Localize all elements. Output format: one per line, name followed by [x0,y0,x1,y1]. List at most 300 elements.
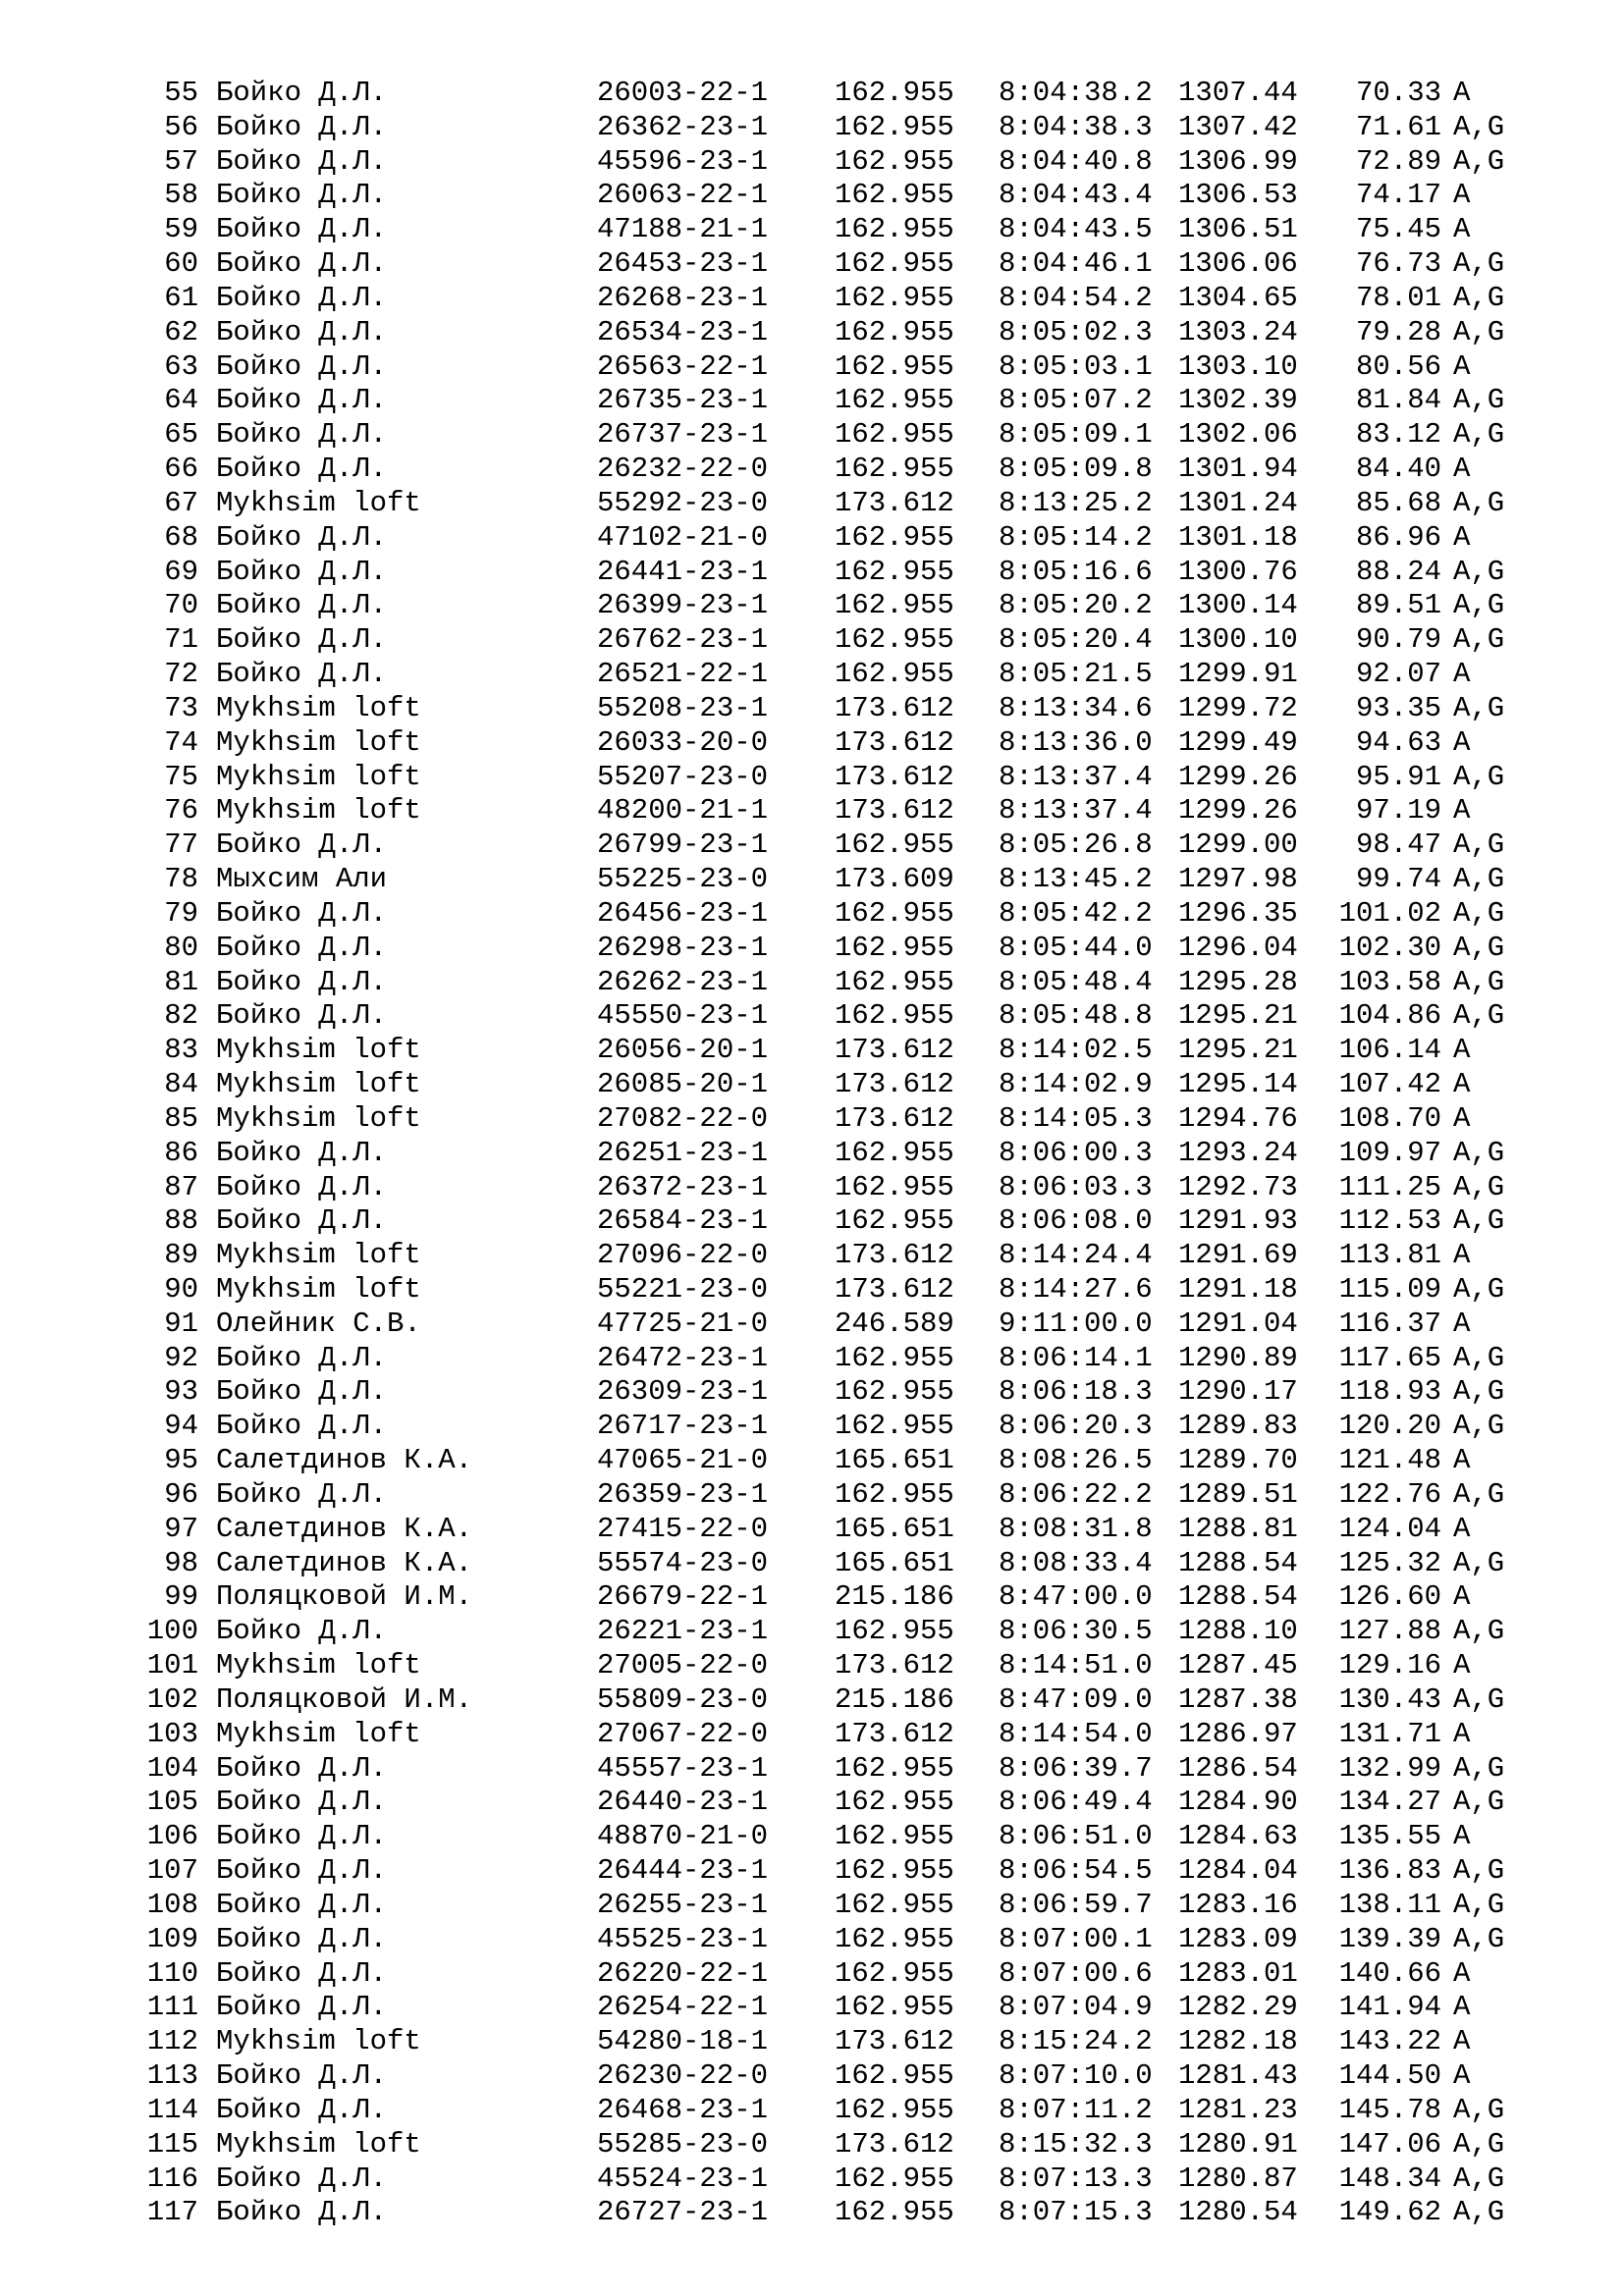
group: A [1453,1444,1471,1477]
fancier-name: Салетдинов К.А. [216,1512,473,1545]
fancier-name: Бойко Д.Л. [216,2196,388,2229]
ring-number: 45525-23-1 [597,1922,769,1955]
table-row [0,1068,1624,1102]
ring-number: 47188-21-1 [597,213,769,246]
position: 61 [164,281,198,314]
coefficient: 102.30 [1338,931,1441,964]
position: 109 [146,1922,198,1955]
speed: 1299.72 [1178,691,1298,724]
ring-number: 27067-22-0 [597,1717,769,1750]
ring-number: 48870-21-0 [597,1820,769,1853]
table-row [0,2094,1624,2128]
arrival-time: 8:06:30.5 [999,1615,1153,1648]
distance: 162.955 [835,384,954,417]
coefficient: 83.12 [1355,418,1441,452]
group: A,G [1453,1170,1505,1203]
distance: 162.955 [835,1922,954,1955]
distance: 173.612 [835,1239,954,1272]
ring-number: 47065-21-0 [597,1444,769,1477]
coefficient: 72.89 [1355,144,1441,178]
table-row [0,1273,1624,1308]
ring-number: 26456-23-1 [597,896,769,930]
coefficient: 121.48 [1338,1444,1441,1477]
coefficient: 76.73 [1355,247,1441,281]
distance: 162.955 [835,281,954,314]
position: 77 [164,828,198,862]
position: 55 [164,77,198,109]
table-row [0,1444,1624,1478]
table-row [0,1375,1624,1410]
position: 110 [146,1956,198,1990]
table-row [0,1752,1624,1787]
coefficient: 136.83 [1338,1854,1441,1888]
group: A,G [1453,1477,1505,1511]
group: A,G [1453,589,1505,622]
speed: 1299.00 [1178,828,1298,862]
speed: 1299.91 [1178,658,1298,691]
distance: 162.955 [835,179,954,212]
coefficient: 93.35 [1355,691,1441,724]
table-row [0,863,1624,897]
fancier-name: Поляцковой И.М. [216,1580,473,1614]
speed: 1291.18 [1178,1272,1298,1306]
table-row [0,418,1624,453]
coefficient: 85.68 [1355,486,1441,519]
position: 69 [164,555,198,588]
group: A [1453,2025,1471,2058]
fancier-name: Бойко Д.Л. [216,1204,388,1238]
arrival-time: 8:08:26.5 [999,1444,1153,1477]
speed: 1297.98 [1178,863,1298,896]
coefficient: 130.43 [1338,1682,1441,1716]
distance: 215.186 [835,1682,954,1716]
speed: 1288.54 [1178,1580,1298,1614]
position: 115 [146,2127,198,2161]
distance: 162.955 [835,2059,954,2093]
speed: 1302.39 [1178,384,1298,417]
table-row [0,2128,1624,2163]
speed: 1288.81 [1178,1512,1298,1545]
group: A [1453,453,1471,486]
fancier-name: Бойко Д.Л. [216,828,388,862]
table-row [0,1615,1624,1649]
group: A,G [1453,1341,1505,1374]
speed: 1283.16 [1178,1888,1298,1921]
coefficient: 134.27 [1338,1786,1441,1819]
speed: 1281.23 [1178,2093,1298,2126]
position: 59 [164,213,198,246]
distance: 162.955 [835,1751,954,1785]
group: A [1453,658,1471,691]
table-row [0,1137,1624,1171]
distance: 215.186 [835,1580,954,1614]
ring-number: 55292-23-0 [597,486,769,519]
table-row [0,2196,1624,2230]
group: A [1453,349,1471,383]
table-row [0,1786,1624,1820]
group: A,G [1453,1922,1505,1955]
group: A,G [1453,1204,1505,1238]
distance: 162.955 [835,349,954,383]
table-row [0,1239,1624,1273]
ring-number: 26441-23-1 [597,555,769,588]
table-row [0,2025,1624,2059]
speed: 1306.99 [1178,144,1298,178]
group: A [1453,520,1471,554]
coefficient: 106.14 [1338,1034,1441,1067]
table-row [0,2059,1624,2094]
ring-number: 26717-23-1 [597,1410,769,1443]
table-row [0,384,1624,418]
position: 103 [146,1717,198,1750]
speed: 1299.26 [1178,760,1298,793]
distance: 165.651 [835,1546,954,1579]
distance: 173.612 [835,1101,954,1135]
coefficient: 127.88 [1338,1615,1441,1648]
distance: 246.589 [835,1307,954,1340]
coefficient: 115.09 [1338,1272,1441,1306]
table-row [0,2163,1624,2197]
fancier-name: Бойко Д.Л. [216,1615,388,1648]
distance: 173.612 [835,1272,954,1306]
position: 91 [164,1307,198,1340]
fancier-name: Бойко Д.Л. [216,1410,388,1443]
fancier-name: Бойко Д.Л. [216,931,388,964]
speed: 1300.10 [1178,623,1298,657]
ring-number: 26444-23-1 [597,1854,769,1888]
speed: 1292.73 [1178,1170,1298,1203]
table-row [0,658,1624,692]
ring-number: 27082-22-0 [597,1101,769,1135]
arrival-time: 8:06:49.4 [999,1786,1153,1819]
speed: 1287.45 [1178,1649,1298,1682]
group: A,G [1453,1854,1505,1888]
coefficient: 138.11 [1338,1888,1441,1921]
table-row [0,213,1624,247]
speed: 1307.42 [1178,110,1298,143]
distance: 165.651 [835,1444,954,1477]
fancier-name: Бойко Д.Л. [216,1922,388,1955]
coefficient: 139.39 [1338,1922,1441,1955]
group: A [1453,2059,1471,2093]
ring-number: 26359-23-1 [597,1477,769,1511]
position: 113 [146,2059,198,2093]
arrival-time: 8:07:11.2 [999,2093,1153,2126]
group: A,G [1453,315,1505,348]
arrival-time: 8:13:45.2 [999,863,1153,896]
position: 114 [146,2093,198,2126]
fancier-name: Бойко Д.Л. [216,1477,388,1511]
coefficient: 97.19 [1355,794,1441,828]
speed: 1280.91 [1178,2127,1298,2161]
arrival-time: 8:07:00.6 [999,1956,1153,1990]
arrival-time: 8:06:03.3 [999,1170,1153,1203]
coefficient: 74.17 [1355,179,1441,212]
fancier-name: Mykhsim loft [216,725,421,759]
table-row [0,1204,1624,1239]
position: 72 [164,658,198,691]
ring-number: 26762-23-1 [597,623,769,657]
speed: 1306.53 [1178,179,1298,212]
table-row [0,282,1624,316]
fancier-name: Бойко Д.Л. [216,1956,388,1990]
speed: 1296.04 [1178,931,1298,964]
ring-number: 26221-23-1 [597,1615,769,1648]
position: 98 [164,1546,198,1579]
distance: 162.955 [835,2196,954,2229]
table-row [0,247,1624,282]
distance: 162.955 [835,213,954,246]
fancier-name: Бойко Д.Л. [216,896,388,930]
coefficient: 135.55 [1338,1820,1441,1853]
arrival-time: 8:05:44.0 [999,931,1153,964]
coefficient: 108.70 [1338,1101,1441,1135]
speed: 1290.17 [1178,1375,1298,1409]
fancier-name: Бойко Д.Л. [216,1751,388,1785]
distance: 162.955 [835,828,954,862]
speed: 1284.63 [1178,1820,1298,1853]
coefficient: 104.86 [1338,999,1441,1033]
position: 85 [164,1101,198,1135]
group: A,G [1453,1410,1505,1443]
group: A,G [1453,1888,1505,1921]
arrival-time: 8:05:20.2 [999,589,1153,622]
coefficient: 109.97 [1338,1136,1441,1169]
fancier-name: Бойко Д.Л. [216,2093,388,2126]
coefficient: 78.01 [1355,281,1441,314]
distance: 162.955 [835,1888,954,1921]
group: A,G [1453,418,1505,452]
ring-number: 26309-23-1 [597,1375,769,1409]
group: A [1453,1512,1471,1545]
ring-number: 26584-23-1 [597,1204,769,1238]
speed: 1301.24 [1178,486,1298,519]
table-row [0,589,1624,623]
fancier-name: Mykhsim loft [216,486,421,519]
ring-number: 26362-23-1 [597,110,769,143]
coefficient: 98.47 [1355,828,1441,862]
group: A [1453,1956,1471,1990]
fancier-name: Бойко Д.Л. [216,384,388,417]
group: A,G [1453,281,1505,314]
group: A,G [1453,555,1505,588]
table-row [0,316,1624,350]
distance: 162.955 [835,965,954,998]
position: 89 [164,1239,198,1272]
ring-number: 26534-23-1 [597,315,769,348]
coefficient: 148.34 [1338,2162,1441,2195]
group: A,G [1453,1682,1505,1716]
table-row [0,761,1624,795]
arrival-time: 8:05:03.1 [999,349,1153,383]
position: 79 [164,896,198,930]
fancier-name: Бойко Д.Л. [216,144,388,178]
group: A,G [1453,863,1505,896]
table-row [0,1649,1624,1683]
group: A,G [1453,760,1505,793]
ring-number: 54280-18-1 [597,2025,769,2058]
position: 88 [164,1204,198,1238]
arrival-time: 8:14:27.6 [999,1272,1153,1306]
table-row [0,1923,1624,1957]
fancier-name: Бойко Д.Л. [216,349,388,383]
table-row [0,1683,1624,1718]
coefficient: 140.66 [1338,1956,1441,1990]
coefficient: 117.65 [1338,1341,1441,1374]
arrival-time: 9:11:00.0 [999,1307,1153,1340]
coefficient: 75.45 [1355,213,1441,246]
group: A,G [1453,623,1505,657]
distance: 173.612 [835,1068,954,1101]
speed: 1293.24 [1178,1136,1298,1169]
speed: 1294.76 [1178,1101,1298,1135]
distance: 162.955 [835,315,954,348]
group: A,G [1453,2127,1505,2161]
arrival-time: 8:06:20.3 [999,1410,1153,1443]
arrival-time: 8:07:15.3 [999,2196,1153,2229]
ring-number: 26230-22-0 [597,2059,769,2093]
table-row [0,1889,1624,1923]
distance: 162.955 [835,110,954,143]
table-row [0,1957,1624,1992]
speed: 1283.01 [1178,1956,1298,1990]
arrival-time: 8:08:31.8 [999,1512,1153,1545]
ring-number: 55225-23-0 [597,863,769,896]
position: 99 [164,1580,198,1614]
ring-number: 27096-22-0 [597,1239,769,1272]
coefficient: 94.63 [1355,725,1441,759]
speed: 1284.90 [1178,1786,1298,1819]
ring-number: 55285-23-0 [597,2127,769,2161]
arrival-time: 8:14:24.4 [999,1239,1153,1272]
arrival-time: 8:06:59.7 [999,1888,1153,1921]
position: 78 [164,863,198,896]
fancier-name: Бойко Д.Л. [216,1341,388,1374]
distance: 162.955 [835,896,954,930]
position: 83 [164,1034,198,1067]
arrival-time: 8:06:51.0 [999,1820,1153,1853]
arrival-time: 8:06:54.5 [999,1854,1153,1888]
position: 116 [146,2162,198,2195]
ring-number: 26262-23-1 [597,965,769,998]
fancier-name: Бойко Д.Л. [216,589,388,622]
fancier-name: Бойко Д.Л. [216,213,388,246]
arrival-time: 8:05:48.8 [999,999,1153,1033]
speed: 1295.28 [1178,965,1298,998]
group: A,G [1453,110,1505,143]
arrival-time: 8:04:38.2 [999,77,1153,109]
speed: 1289.70 [1178,1444,1298,1477]
distance: 162.955 [835,1410,954,1443]
position: 100 [146,1615,198,1648]
position: 87 [164,1170,198,1203]
arrival-time: 8:06:08.0 [999,1204,1153,1238]
position: 75 [164,760,198,793]
ring-number: 26033-20-0 [597,725,769,759]
position: 56 [164,110,198,143]
speed: 1282.18 [1178,2025,1298,2058]
distance: 162.955 [835,589,954,622]
ring-number: 26220-22-1 [597,1956,769,1990]
ring-number: 26472-23-1 [597,1341,769,1374]
group: A,G [1453,2162,1505,2195]
speed: 1289.51 [1178,1477,1298,1511]
distance: 173.612 [835,691,954,724]
fancier-name: Mykhsim loft [216,1068,421,1101]
group: A,G [1453,486,1505,519]
coefficient: 88.24 [1355,555,1441,588]
ring-number: 55809-23-0 [597,1682,769,1716]
arrival-time: 8:13:34.6 [999,691,1153,724]
arrival-time: 8:14:02.9 [999,1068,1153,1101]
arrival-time: 8:05:21.5 [999,658,1153,691]
speed: 1300.14 [1178,589,1298,622]
coefficient: 132.99 [1338,1751,1441,1785]
arrival-time: 8:06:39.7 [999,1751,1153,1785]
table-row [0,726,1624,761]
position: 65 [164,418,198,452]
ring-number: 26399-23-1 [597,589,769,622]
arrival-time: 8:47:00.0 [999,1580,1153,1614]
fancier-name: Поляцковой И.М. [216,1682,473,1716]
results-table [0,77,1624,2230]
distance: 162.955 [835,453,954,486]
fancier-name: Салетдинов К.А. [216,1444,473,1477]
position: 102 [146,1682,198,1716]
coefficient: 84.40 [1355,453,1441,486]
group: A,G [1453,384,1505,417]
arrival-time: 8:05:07.2 [999,384,1153,417]
ring-number: 26372-23-1 [597,1170,769,1203]
position: 84 [164,1068,198,1101]
coefficient: 86.96 [1355,520,1441,554]
arrival-time: 8:07:13.3 [999,2162,1153,2195]
group: A [1453,1101,1471,1135]
fancier-name: Бойко Д.Л. [216,1170,388,1203]
ring-number: 55207-23-0 [597,760,769,793]
speed: 1295.14 [1178,1068,1298,1101]
speed: 1290.89 [1178,1341,1298,1374]
distance: 173.612 [835,486,954,519]
speed: 1301.94 [1178,453,1298,486]
table-row [0,897,1624,932]
position: 86 [164,1136,198,1169]
fancier-name: Mykhsim loft [216,1649,421,1682]
speed: 1304.65 [1178,281,1298,314]
arrival-time: 8:05:20.4 [999,623,1153,657]
arrival-time: 8:06:14.1 [999,1341,1153,1374]
ring-number: 27005-22-0 [597,1649,769,1682]
coefficient: 120.20 [1338,1410,1441,1443]
distance: 162.955 [835,999,954,1033]
ring-number: 26085-20-1 [597,1068,769,1101]
table-row [0,521,1624,556]
coefficient: 145.78 [1338,2093,1441,2126]
coefficient: 124.04 [1338,1512,1441,1545]
position: 60 [164,247,198,281]
fancier-name: Мыхсим Али [216,863,388,896]
arrival-time: 8:05:09.1 [999,418,1153,452]
ring-number: 26251-23-1 [597,1136,769,1169]
distance: 162.955 [835,1786,954,1819]
fancier-name: Mykhsim loft [216,1034,421,1067]
arrival-time: 8:06:00.3 [999,1136,1153,1169]
table-row [0,1171,1624,1205]
position: 111 [146,1991,198,2024]
coefficient: 90.79 [1355,623,1441,657]
distance: 162.955 [835,1204,954,1238]
coefficient: 79.28 [1355,315,1441,348]
